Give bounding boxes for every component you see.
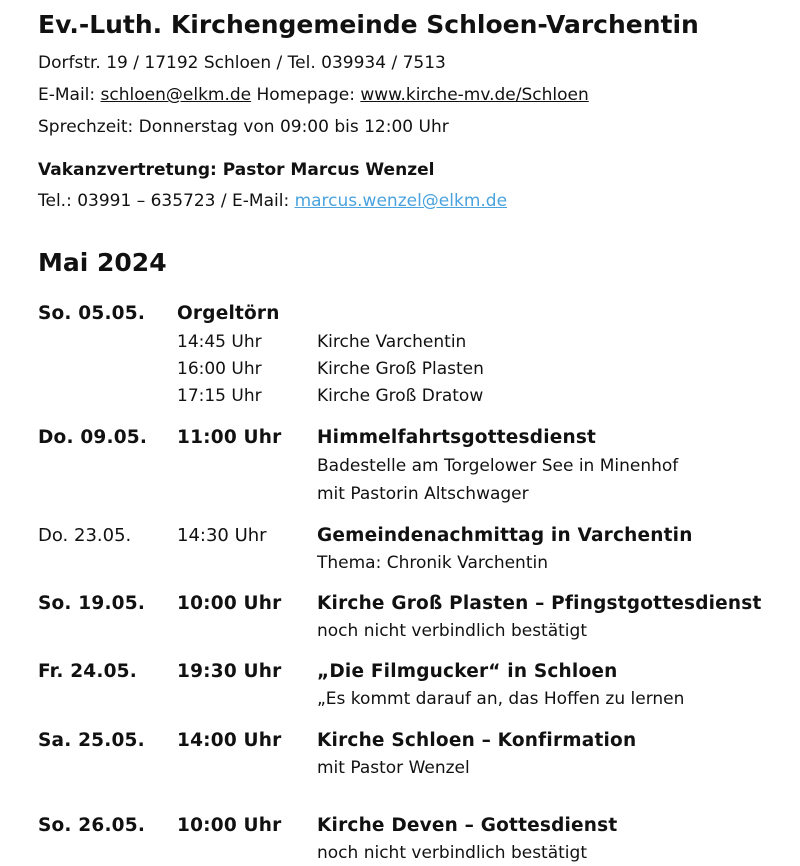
event-detail: mit Pastorin Altschwager — [317, 484, 529, 504]
event-date: Fr. 24.05. — [38, 661, 137, 682]
event-detail: Badestelle am Torgelower See in Minenhof — [317, 456, 679, 476]
stop-time: 16:00 Uhr — [177, 359, 262, 379]
event-date: Do. 09.05. — [38, 427, 148, 448]
event-time: 11:00 Uhr — [177, 427, 282, 448]
event-time: 10:00 Uhr — [177, 593, 282, 614]
event-title: Kirche Groß Plasten – Pfingstgottesdienst — [317, 593, 762, 614]
event-time: 14:30 Uhr — [177, 525, 267, 546]
month-title: Mai 2024 — [38, 248, 167, 277]
event-date: So. 05.05. — [38, 303, 146, 324]
event-title: Himmelfahrtsgottesdienst — [317, 427, 597, 448]
vacancy-contact-prefix: Tel.: 03991 – 635723 / E-Mail: — [38, 191, 295, 211]
event-detail: mit Pastor Wenzel — [317, 758, 470, 778]
event-time: 19:30 Uhr — [177, 661, 282, 682]
event-title: Gemeindenachmittag in Varchentin — [317, 525, 693, 546]
stop-place: Kirche Groß Plasten — [317, 359, 484, 379]
event-date: Sa. 25.05. — [38, 730, 145, 751]
vacancy-contact-line — [38, 191, 507, 211]
stop-place: Kirche Groß Dratow — [317, 386, 484, 406]
email-label: E-Mail: — [38, 85, 101, 105]
event-date: So. 26.05. — [38, 815, 146, 836]
vacancy-email-link[interactable]: marcus.wenzel@elkm.de — [294, 191, 508, 211]
event-title: „Die Filmgucker“ in Schloen — [317, 661, 618, 682]
stop-time: 14:45 Uhr — [177, 332, 262, 352]
address-line: Dorfstr. 19 / 17192 Schloen / Tel. 039934 / 7513 — [38, 53, 446, 73]
event-detail: noch nicht verbindlich bestätigt — [317, 621, 587, 641]
event-detail: Thema: Chronik Varchentin — [317, 553, 548, 573]
homepage-label: Homepage: — [251, 85, 361, 105]
event-title: Kirche Schloen – Konfirmation — [317, 730, 637, 751]
event-detail: „Es kommt darauf an, das Hoffen zu lernen — [317, 689, 685, 709]
stop-place: Kirche Varchentin — [317, 332, 467, 352]
email-link[interactable]: schloen@elkm.de — [100, 85, 252, 105]
event-date: Do. 23.05. — [38, 525, 132, 546]
contact-line — [38, 85, 589, 105]
vacancy-line: Vakanzvertretung: Pastor Marcus Wenzel — [38, 160, 435, 180]
event-date: So. 19.05. — [38, 593, 146, 614]
event-time: 14:00 Uhr — [177, 730, 282, 751]
stop-time: 17:15 Uhr — [177, 386, 262, 406]
office-hours: Sprechzeit: Donnerstag von 09:00 bis 12:00 Uhr — [38, 117, 449, 137]
event-time: 10:00 Uhr — [177, 815, 282, 836]
event-detail: noch nicht verbindlich bestätigt — [317, 843, 587, 863]
event-title: Orgeltörn — [177, 303, 280, 324]
event-title: Kirche Deven – Gottesdienst — [317, 815, 618, 836]
homepage-link[interactable]: www.kirche-mv.de/Schloen — [360, 85, 589, 105]
parish-title: Ev.-Luth. Kirchengemeinde Schloen-Varchentin — [38, 10, 699, 39]
